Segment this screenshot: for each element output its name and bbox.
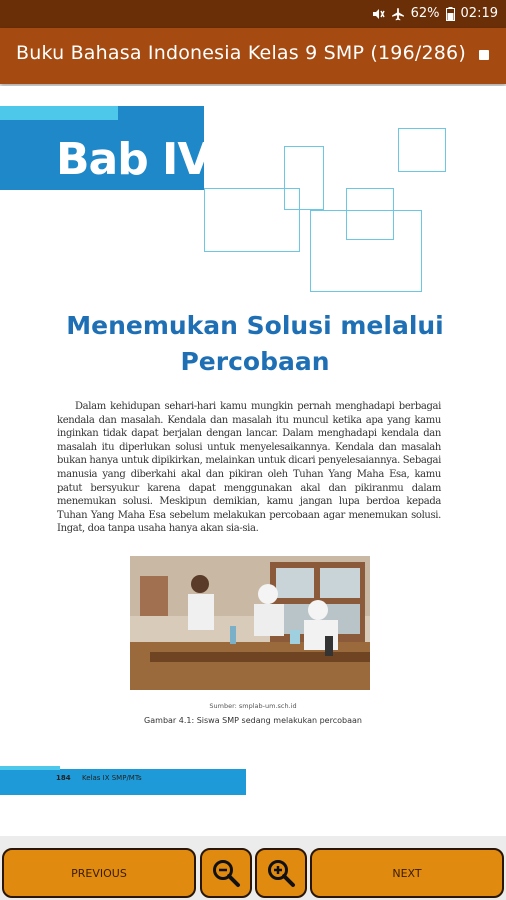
image-source: Sumber: smplab-um.sch.id <box>209 702 297 710</box>
heading-line-1: Menemukan Solusi melalui <box>66 311 444 340</box>
image-caption: Gambar 4.1: Siswa SMP sedang melakukan percobaan <box>144 716 362 725</box>
book-page[interactable] <box>0 86 506 836</box>
next-button-label: NEXT <box>392 866 422 880</box>
chapter-title: Bab IV <box>56 134 211 185</box>
chapter-band-light <box>0 106 118 120</box>
battery-icon <box>446 7 455 21</box>
app-bar <box>0 28 506 84</box>
experiment-photo <box>130 556 370 690</box>
mute-icon <box>371 7 385 21</box>
next-button[interactable] <box>310 848 504 898</box>
battery-percent: 62% <box>410 6 440 21</box>
chapter-heading <box>20 308 490 380</box>
previous-button-label: PREVIOUS <box>71 866 127 880</box>
clock: 02:19 <box>460 6 498 21</box>
decor-square <box>284 146 324 210</box>
decor-square <box>310 210 422 292</box>
status-icons <box>371 6 498 21</box>
previous-button[interactable] <box>2 848 196 898</box>
app-title: Buku Bahasa Indonesia Kelas 9 SMP (196/286) <box>16 42 466 64</box>
heading-line-2: Percobaan <box>180 347 330 376</box>
intro-paragraph: Dalam kehidupan sehari-hari kamu mungkin pernah menghadapi berbagai kendala dan masalah. Kendala dan masalah itu muncul ketika apa yang kamu inginkan tidak dapat berjalan dengan lancar. Dalam menghadapi kendala dan masalah itu diperlukan solusi untuk menyelesaikannya. Kendala dan masalah bukan hanya untuk dipikirkan, melainkan untuk dicari penyelesaiannya. Sebagai manusia yang diberkahi akal dan pikiran oleh Tuhan Yang Maha Esa, kamu patut bersyukur karena dapat menggunakan akal dan pikiranmu dalam menemukan solusi. Meskipun demikian, kamu jangan lupa berdoa kepada Tuhan Yang Maha Esa sebelum melakukan percobaan agar menemukan solusi. Ingat, doa tanpa usaha hanya akan sia-sia. <box>57 401 441 535</box>
zoom-in-button[interactable] <box>255 848 307 898</box>
airplane-icon <box>391 7 405 21</box>
decor-square <box>398 128 446 172</box>
page-footer-band <box>0 769 246 795</box>
page-number: 184 <box>56 774 71 782</box>
square-menu-icon[interactable] <box>479 50 489 60</box>
chapter-band-notch <box>118 106 204 120</box>
page-footer-label: Kelas IX SMP/MTs <box>82 774 142 782</box>
status-bar <box>0 0 506 28</box>
zoom-in-icon <box>266 858 296 888</box>
zoom-out-button[interactable] <box>200 848 252 898</box>
zoom-out-icon <box>211 858 241 888</box>
page-footer-accent <box>0 766 60 770</box>
